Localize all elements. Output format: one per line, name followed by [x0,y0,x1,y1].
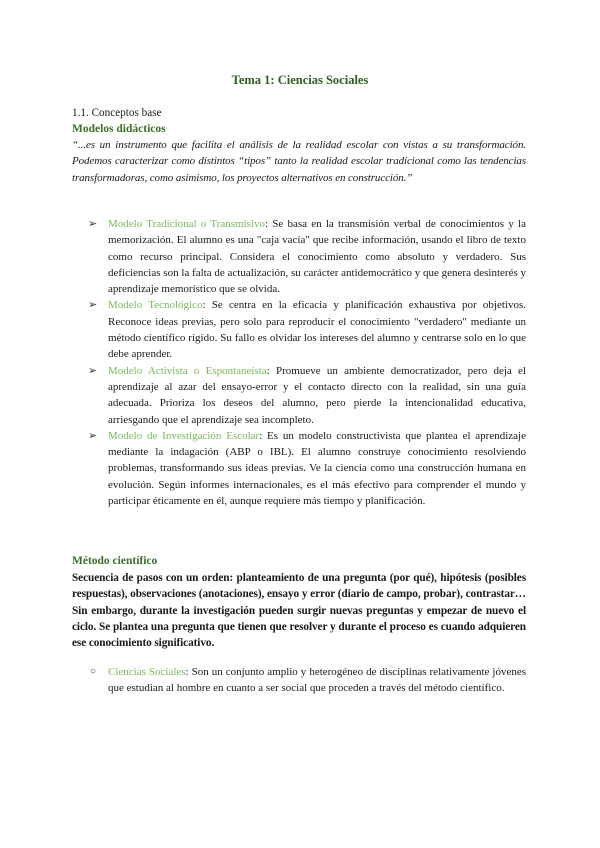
arrow-bullet-icon: ➢ [88,429,98,442]
list-item [72,216,526,297]
arrow-bullet-icon: ➢ [88,218,98,230]
document-title: Tema 1: Ciencias Sociales [231,73,369,87]
model-description: : Se basa en la transmisión verbal de conocimientos y la memorización. El alumno es una "caja vacía" que recibe información, usando el libro de texto como recurso principal. Considera el conocimiento como absoluto y verdadero. Sus deficiencias son la falta de actualización, su carácter antidemocrático y que genera desinterés y aprendizaje memorístico que se olvida. [108,218,526,296]
list-item [72,297,526,362]
list-item-ciencias-sociales [72,664,526,697]
social-description: : Son un conjunto amplio y heterogéneo de disciplinas relativamente jóvenes que estudian al hombre en cuanto a ser social que proceden a través del método científico. [108,666,526,695]
social-term: Ciencias Sociales [108,666,186,678]
models-list [72,216,526,509]
model-term: Modelo de Investigación Escolar [108,429,260,442]
heading-modelos-didacticos: Modelos didácticos [72,123,166,135]
model-description: : Es un modelo constructivista que plantea el aprendizaje mediante la indagación (ABP o IBL). El alumno construye conocimiento resolviendo problemas, transformando sus ideas previas. Ve la ciencia como una construcción humana en evolución. Según informes internacionales, es el más efectivo para comprender el mundo y participar éticamente en él, aunque requiere más tiempo y planificación. [108,429,526,508]
arrow-bullet-icon: ➢ [88,299,98,312]
arrow-bullet-icon: ➢ [88,364,98,377]
list-item [72,363,526,428]
circle-bullet-icon: ○ [90,666,97,677]
quote-paragraph: “...es un instrumento que facilita el análisis de la realidad escolar con vistas a su transformación. Podemos caracterizar como distintos “tipos” tanto la realidad escolar tradicional como las tendencias transformadoras, como asimismo, los proyectos alternativos en construcción.” [72,139,526,184]
model-description: : Promueve un ambiente democratizador, pero deja el aprendizaje al azar del ensayo-error y el contacto directo con la realidad, sin una guía adecuada. Prioriza los deseos del alumno, pero pierde la intencionalidad educativa, arriesgando que el aprendizaje sea incompleto. [108,364,526,426]
method-paragraph: Secuencia de pasos con un orden: planteamiento de una pregunta (por qué), hipótesis (posibles respuestas), observaciones (anotaciones), ensayo y error (diario de campo, probar), contrastar… Sin embargo, durante la investigación pueden surgir nuevas preguntas y empezar de nuevo el ciclo. Se plantea una pregunta que tienen que resolver y durante el proceso es cuando adquieren ese conocimiento significativo. [72,572,526,650]
section-number: 1.1. Conceptos base [72,107,162,119]
model-term: Modelo Activista o Espontaneísta [108,364,267,377]
heading-metodo-cientifico: Método científico [72,555,158,567]
model-term: Modelo Tradicional o Transmisivo [108,218,265,230]
model-description: : Se centra en la eficacia y planificación exhaustiva por objetivos. Reconoce ideas previas, pero solo para reproducir el conocimiento "verdadero" mediante un método científico rígido. Su fallo es olvidar los intereses del alumno y centrarse solo en lo que debe aprender. [108,299,527,361]
list-item [72,428,526,509]
model-term: Modelo Tecnológico [108,299,203,312]
